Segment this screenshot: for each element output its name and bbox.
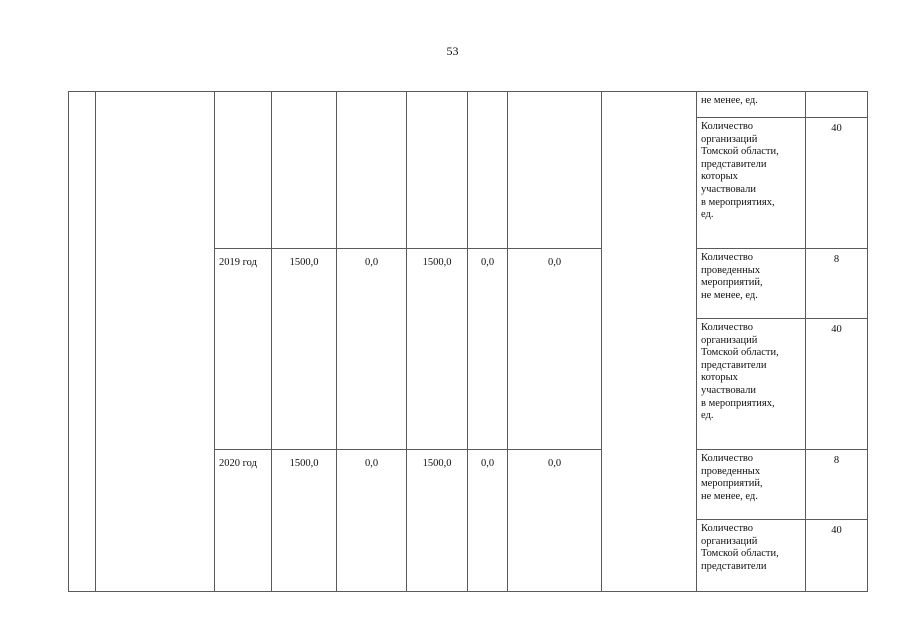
indicator-line: ед.	[701, 410, 714, 422]
indicator-line: проведенных	[701, 264, 761, 276]
indicator-line: Томской области,	[701, 548, 779, 560]
page-number: 53	[446, 44, 459, 58]
col3-cell: 1500,0	[407, 450, 468, 592]
table-row	[69, 92, 868, 118]
indicator-line: ед.	[701, 209, 714, 221]
year-cell: 2020 год	[215, 450, 272, 592]
indicator-line: в мероприятиях,	[701, 196, 775, 208]
indicator-line: организаций	[701, 535, 758, 547]
col2-cell: 0,0	[337, 249, 407, 450]
col4-cell: 0,0	[468, 450, 508, 592]
blank-total-cell	[272, 92, 337, 249]
indicator-line: не менее, ед.	[701, 95, 758, 106]
indicator-cell	[697, 249, 806, 319]
total-cell: 1500,0	[272, 249, 337, 450]
blank-number-cell	[69, 92, 96, 592]
year-cell: 2019 год	[215, 249, 272, 450]
blank-name-cell	[96, 92, 215, 592]
indicator-line: Томской области,	[701, 347, 779, 359]
indicator-line: Количество	[701, 453, 754, 464]
indicator-line: мероприятий,	[701, 277, 763, 289]
indicator-line: проведенных	[701, 465, 761, 477]
indicator-line: которых	[701, 372, 738, 384]
value-cell: 8	[806, 249, 868, 319]
indicator-line: в мероприятиях,	[701, 397, 775, 409]
indicator-line: представители	[701, 158, 767, 170]
indicator-cell	[697, 118, 806, 249]
indicator-cell	[697, 319, 806, 450]
indicator-cell	[697, 92, 806, 118]
blank-executor-cell	[602, 92, 697, 592]
indicator-line: организаций	[701, 334, 758, 346]
program-table	[68, 91, 868, 592]
blank-col3-cell	[407, 92, 468, 249]
blank-col4-cell	[468, 92, 508, 249]
indicator-line: которых	[701, 171, 738, 183]
indicator-line: Количество	[701, 523, 754, 534]
value-cell	[806, 92, 868, 118]
indicator-line: представители	[701, 560, 767, 572]
indicator-line: не менее, ед.	[701, 490, 758, 502]
blank-col2-cell	[337, 92, 407, 249]
col4-cell: 0,0	[468, 249, 508, 450]
indicator-line: не менее, ед.	[701, 289, 758, 301]
indicator-line: Томской области,	[701, 146, 779, 158]
indicator-line: Количество	[701, 322, 754, 333]
value-cell: 40	[806, 118, 868, 249]
indicator-line: участвовали	[701, 183, 757, 195]
col2-cell: 0,0	[337, 450, 407, 592]
indicator-line: представители	[701, 359, 767, 371]
total-cell: 1500,0	[272, 450, 337, 592]
value-cell: 40	[806, 319, 868, 450]
col5-cell: 0,0	[508, 450, 602, 592]
indicator-line: Количество	[701, 121, 754, 132]
indicator-line: участвовали	[701, 384, 757, 396]
col3-cell: 1500,0	[407, 249, 468, 450]
value-cell: 40	[806, 520, 868, 592]
col5-cell: 0,0	[508, 249, 602, 450]
indicator-cell	[697, 450, 806, 520]
indicator-cell	[697, 520, 806, 592]
value-cell: 8	[806, 450, 868, 520]
indicator-line: мероприятий,	[701, 478, 763, 490]
blank-year-cell	[215, 92, 272, 249]
blank-col5-cell	[508, 92, 602, 249]
indicator-line: организаций	[701, 133, 758, 145]
indicator-line: Количество	[701, 252, 754, 263]
